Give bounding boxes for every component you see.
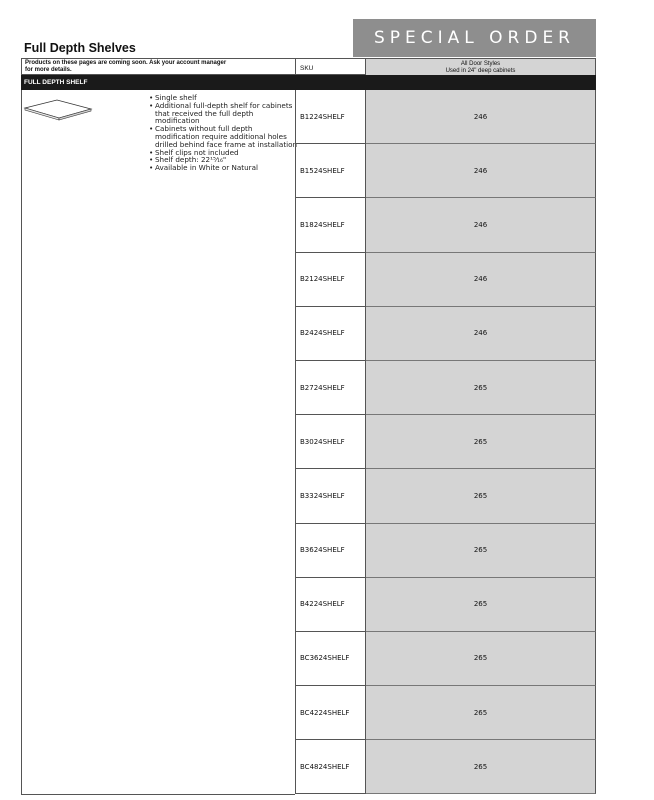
price-value: 265	[366, 361, 596, 415]
sku-column-header	[295, 58, 366, 75]
price-value: 265	[366, 740, 596, 794]
special-order-banner: SPECIAL ORDER	[353, 19, 596, 57]
sku-cell	[295, 361, 366, 415]
sku-code: BC4824SHELF	[300, 762, 350, 771]
sku-cell	[295, 740, 366, 794]
sku-cell	[295, 686, 366, 740]
table-row	[295, 90, 596, 144]
sku-cell	[295, 253, 366, 307]
sku-header-label: SKU	[300, 65, 314, 72]
table-row	[295, 469, 596, 523]
sku-code: B3624SHELF	[300, 546, 345, 555]
sku-code: B2124SHELF	[300, 275, 345, 284]
feature-item: • Cabinets without full depth modification require additional holes drilled behind face frame at installation	[149, 125, 299, 148]
sku-code: B3324SHELF	[300, 491, 345, 500]
column-header-line-1: All Door Styles	[460, 61, 501, 67]
table-row	[295, 686, 596, 740]
sku-cell	[295, 198, 366, 252]
price-value: 265	[366, 632, 596, 686]
sku-code: B4224SHELF	[300, 600, 345, 609]
shelf-illustration-icon	[23, 96, 93, 124]
price-value: 246	[366, 144, 596, 198]
table-row	[295, 198, 596, 252]
table-row	[295, 578, 596, 632]
sku-cell	[295, 415, 366, 469]
table-row	[295, 361, 596, 415]
sku-cell	[295, 90, 366, 144]
sku-code: B1524SHELF	[300, 166, 345, 175]
feature-item: • Shelf depth: 22¹⁵⁄₁₆"	[149, 156, 299, 164]
price-value: 265	[366, 469, 596, 523]
sku-cell	[295, 307, 366, 361]
sku-code: B2424SHELF	[300, 329, 345, 338]
feature-item: • Single shelf	[149, 94, 299, 102]
table-row	[295, 632, 596, 686]
table-row	[295, 307, 596, 361]
price-value: 246	[366, 307, 596, 361]
feature-item: • Additional full-depth shelf for cabinets that received the full depth modification	[149, 102, 299, 125]
sku-code: B3024SHELF	[300, 437, 345, 446]
table-row	[295, 144, 596, 198]
sku-code: BC4224SHELF	[300, 708, 350, 717]
table-row	[295, 253, 596, 307]
price-value: 265	[366, 686, 596, 740]
price-column-header	[366, 58, 596, 75]
sku-cell	[295, 524, 366, 578]
sku-cell	[295, 578, 366, 632]
table-row	[295, 415, 596, 469]
sku-code: B1224SHELF	[300, 112, 345, 121]
sku-cell	[295, 469, 366, 523]
sku-code: B1824SHELF	[300, 220, 345, 229]
price-value: 265	[366, 578, 596, 632]
sku-cell	[295, 632, 366, 686]
sku-table	[295, 90, 596, 794]
table-row	[295, 524, 596, 578]
column-header-line-2: Used in 24" deep cabinets	[445, 67, 516, 74]
price-value: 265	[366, 415, 596, 469]
availability-notice: Products on these pages are coming soon. Ask your account manager for more details.	[25, 60, 227, 73]
feature-list	[149, 94, 299, 172]
feature-item: • Available in White or Natural	[149, 164, 299, 172]
feature-item: • Shelf clips not included	[149, 149, 299, 157]
sku-cell	[295, 144, 366, 198]
table-row	[295, 740, 596, 794]
sku-code: B2724SHELF	[300, 383, 345, 392]
header-notice-cell	[21, 58, 295, 75]
sku-code: BC3624SHELF	[300, 654, 350, 663]
price-value: 246	[366, 253, 596, 307]
price-value: 246	[366, 198, 596, 252]
price-value: 265	[366, 524, 596, 578]
price-value: 246	[366, 90, 596, 144]
product-description-cell	[21, 90, 298, 795]
page-title: Full Depth Shelves	[24, 41, 136, 55]
section-title-bar: FULL DEPTH SHELF	[21, 75, 596, 90]
